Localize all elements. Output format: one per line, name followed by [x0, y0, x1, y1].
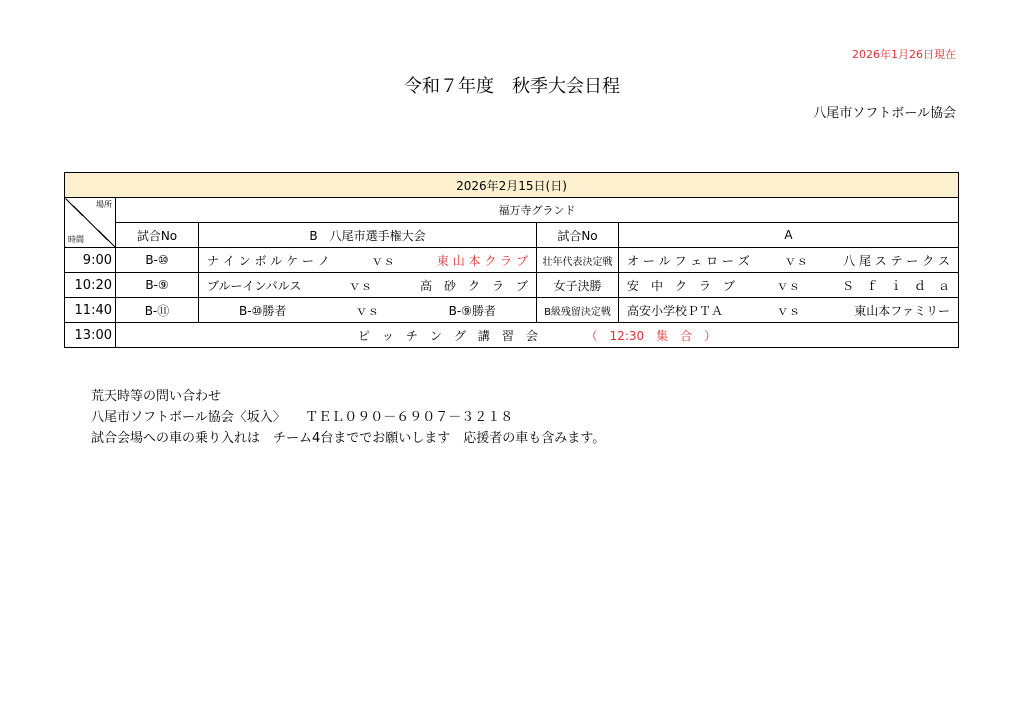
b-home-team: ブルーインパルス	[207, 278, 302, 293]
b-matchup	[199, 298, 537, 323]
b-match-no: B-⑨	[116, 273, 199, 298]
clinic-row	[65, 323, 959, 348]
b-matchup	[199, 248, 537, 273]
vs-label: ｖｓ	[355, 303, 380, 318]
date-row	[65, 173, 959, 198]
vs-label: ｖｓ	[371, 253, 396, 268]
notes-block	[91, 386, 605, 449]
row-time: 9:00	[65, 248, 116, 273]
a-match-no: 壮年代表決定戦	[537, 248, 619, 273]
b-home-team: B-⑩勝者	[239, 303, 287, 318]
a-away-team: Ｓ ｆ ｉ ｄ ａ	[842, 278, 951, 293]
schedule-table	[64, 172, 959, 348]
column-header-row	[65, 223, 959, 248]
vs-label: ｖｓ	[776, 278, 801, 293]
notes-contact-line: 八尾市ソフトボール協会〈坂入〉 ＴＥＬ０９０－６９０７－３２１８	[91, 410, 514, 425]
clinic-label: ピ ッ チ ン グ 講 習 会	[357, 328, 538, 343]
b-match-no: B-⑩	[116, 248, 199, 273]
a-matchup	[619, 298, 959, 323]
clinic-gather-time: （ 12:30 集 合 ）	[585, 328, 717, 343]
vs-label: ｖｓ	[784, 253, 809, 268]
table-row	[65, 273, 959, 298]
b-match-no: B-⑪	[116, 298, 199, 323]
header-match-no-2: 試合No	[537, 223, 619, 248]
venue-name: 福万寺グランド	[116, 198, 959, 223]
header-a: A	[619, 223, 959, 248]
notes-inquiry-heading: 荒天時等の問い合わせ	[91, 389, 222, 404]
a-home-team: 高安小学校ＰＴＡ	[627, 303, 724, 318]
b-matchup	[199, 273, 537, 298]
a-away-team: 八 尾 ス テ ー ク ス	[843, 253, 951, 268]
corner-place-label: 場所	[96, 200, 112, 209]
b-away-team: 東 山 本 ク ラ ブ	[436, 253, 528, 268]
a-matchup	[619, 248, 959, 273]
b-home-team: ナ イ ン ボ ル ケ ー ノ	[207, 253, 330, 268]
row-time: 11:40	[65, 298, 116, 323]
table-row	[65, 248, 959, 273]
table-row	[65, 298, 959, 323]
a-matchup	[619, 273, 959, 298]
vs-label: ｖｓ	[348, 278, 373, 293]
clinic-cell	[116, 323, 959, 348]
corner-time-label: 時間	[68, 235, 84, 244]
clinic-time: 13:00	[65, 323, 116, 348]
organization-name: 八尾市ソフトボール協会	[813, 106, 956, 121]
venue-row	[65, 198, 959, 223]
header-b-tournament: B 八尾市選手権大会	[199, 223, 537, 248]
notes-parking-line: 試合会場への車の乗り入れは チーム4台まででお願いします 応援者の車も含みます。	[91, 431, 606, 446]
a-home-team: オ ー ル フ ェ ロ ー ズ	[627, 253, 750, 268]
a-match-no: B級残留決定戦	[537, 298, 619, 323]
b-away-team: 高 砂 ク ラ ブ	[419, 278, 528, 293]
event-date: 2026年2月15日(日)	[65, 173, 959, 198]
b-away-team: B-⑨勝者	[448, 303, 496, 318]
a-away-team: 東山本ファミリー	[854, 303, 951, 318]
row-time: 10:20	[65, 273, 116, 298]
a-match-no: 女子決勝	[537, 273, 619, 298]
header-match-no: 試合No	[116, 223, 199, 248]
corner-header-cell	[65, 198, 116, 248]
vs-label: ｖｓ	[776, 303, 801, 318]
a-home-team: 安 中 ク ラ ブ	[627, 278, 736, 293]
page-title: 令和７年度 秋季大会日程	[404, 76, 620, 97]
as-of-date: 2026年1月26日現在	[852, 48, 956, 61]
